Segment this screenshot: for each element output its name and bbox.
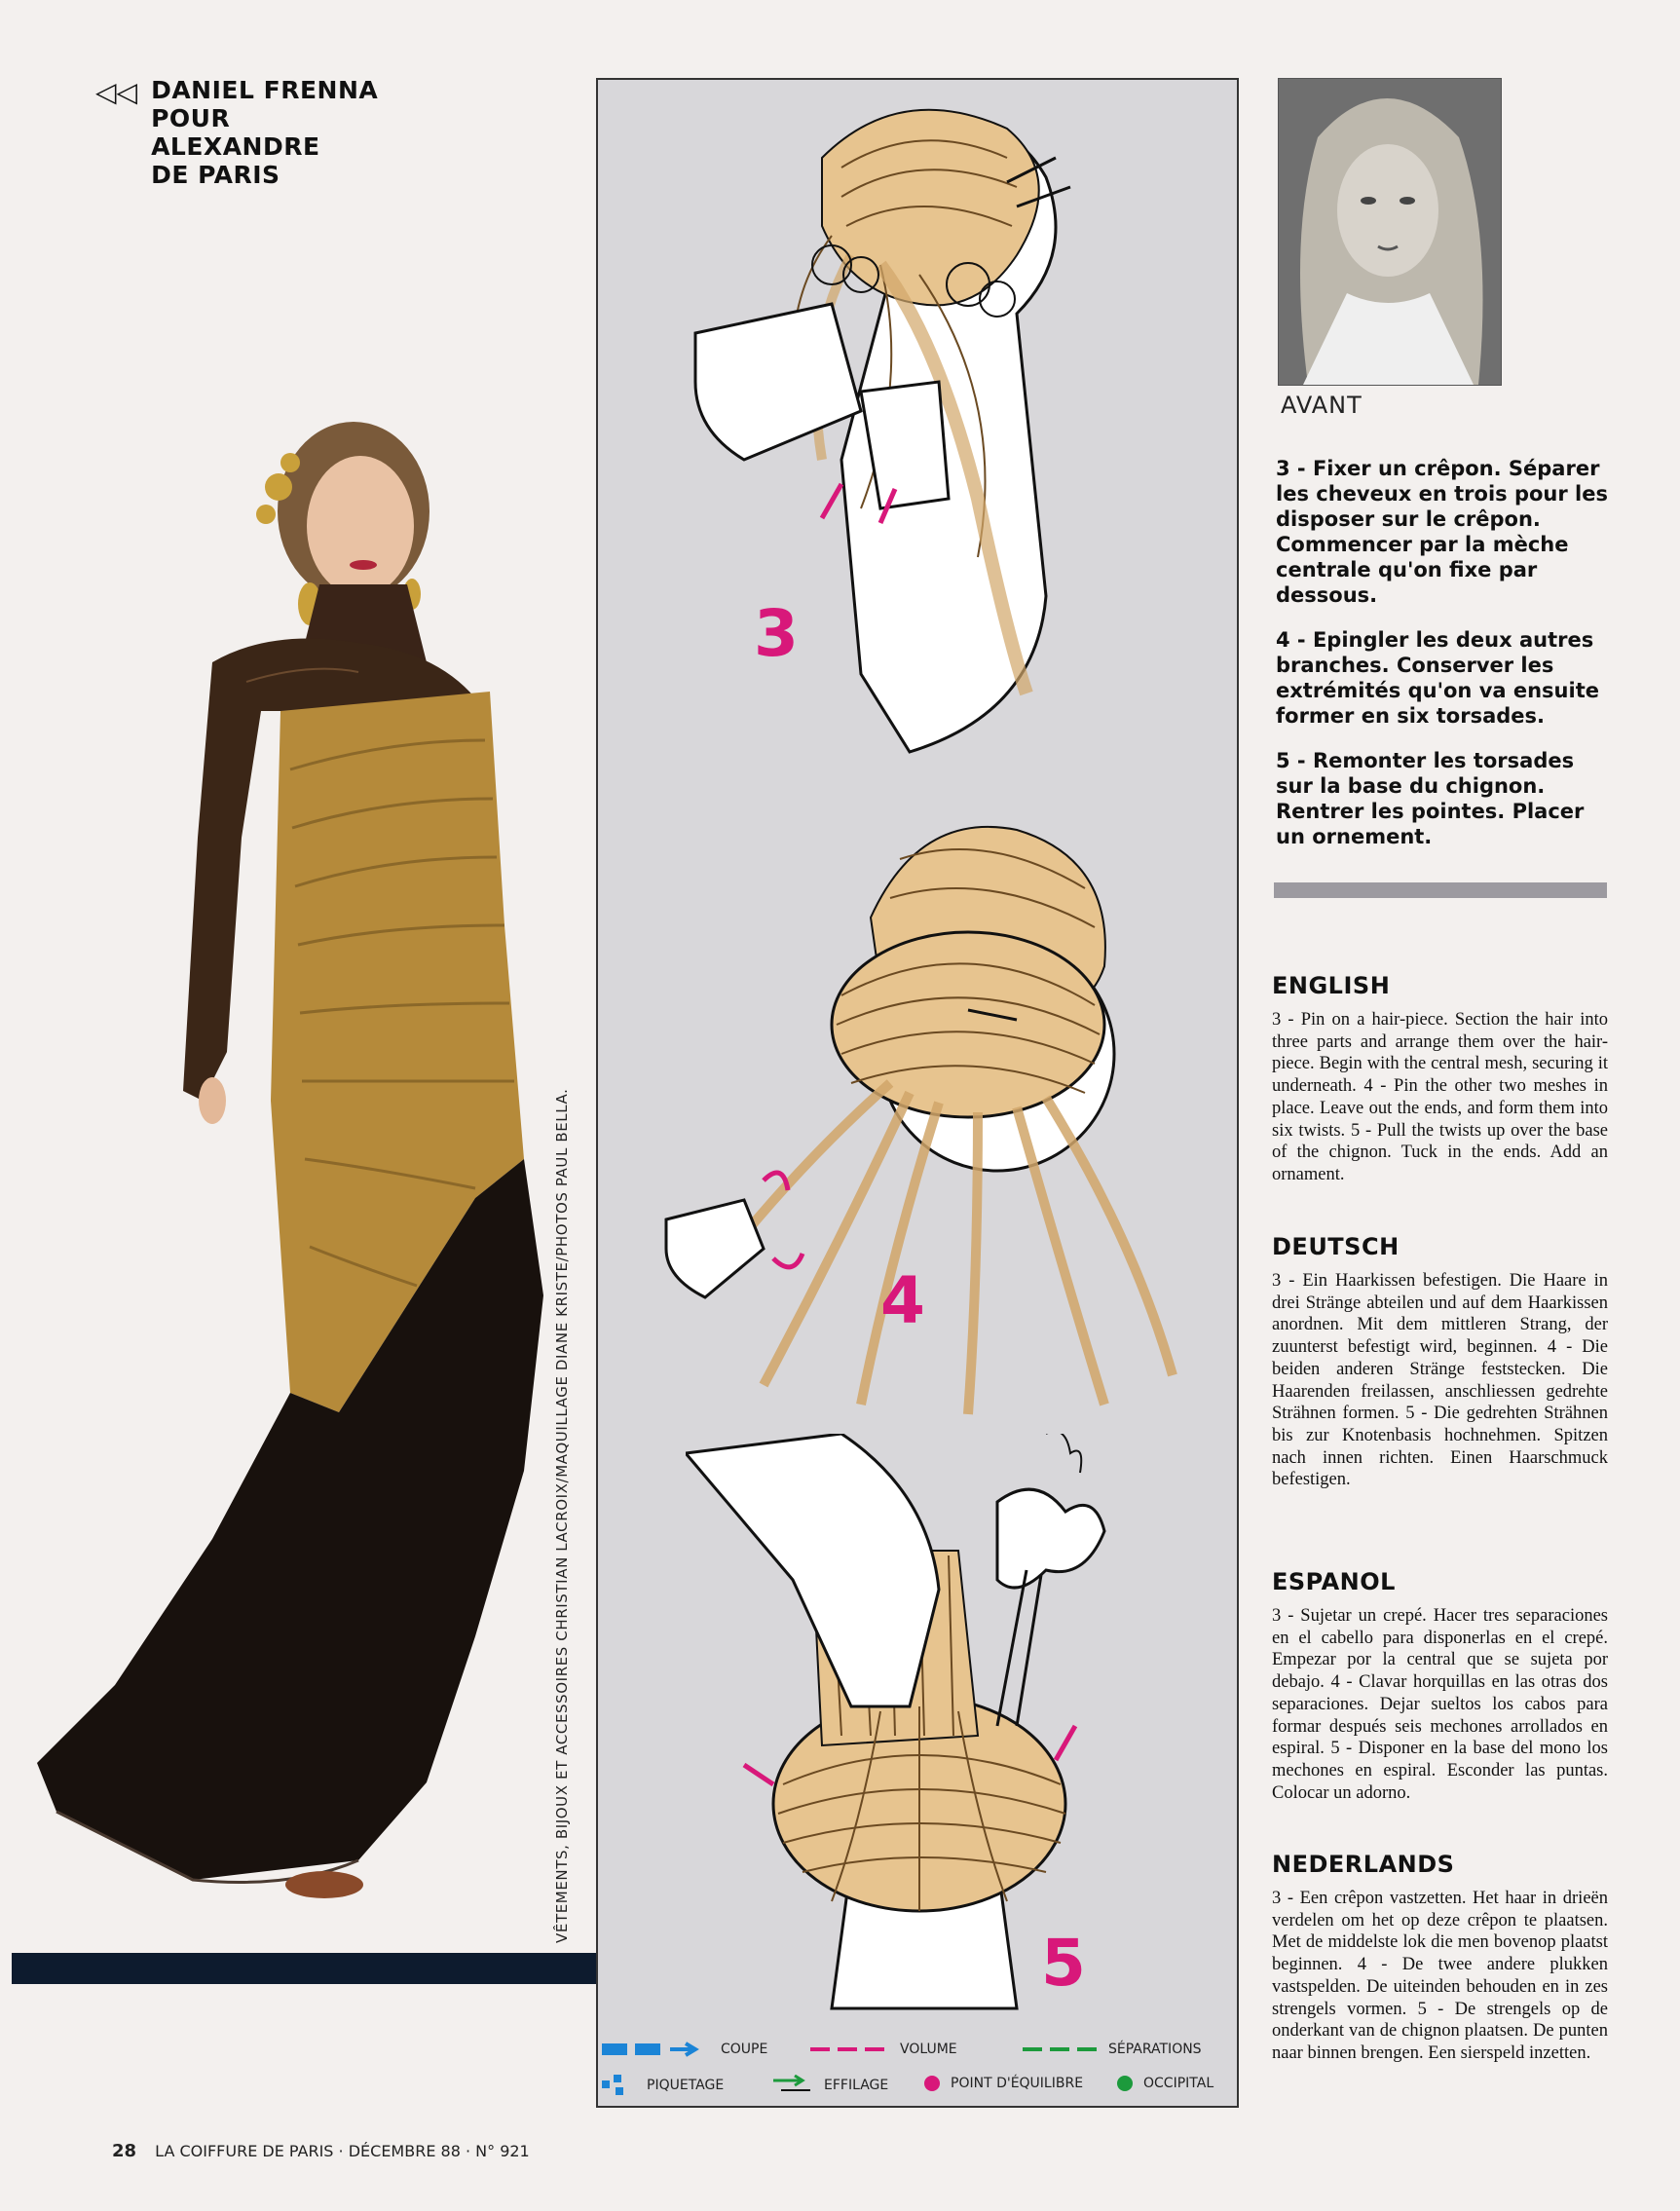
credit-line: POUR — [151, 104, 231, 132]
page-footer — [112, 2141, 530, 2161]
photo-credit: VÊTEMENTS, BIJOUX ET ACCESSOIRES CHRISTIAN LACROIX/MAQUILLAGE DIANE KRISTE/PHOTOS PAUL BELLA. — [553, 1088, 571, 1943]
section-title: DEUTSCH — [1272, 1233, 1400, 1260]
piquetage-icon — [602, 2075, 637, 2096]
instruction-step: 5 - Remonter les torsades sur la base du chignon. Rentrer les pointes. Placer un ornement. — [1276, 749, 1585, 848]
illustration-panel — [596, 78, 1239, 2108]
legend-volume — [810, 2042, 957, 2057]
separations-icon — [1023, 2042, 1099, 2057]
before-photo — [1278, 78, 1502, 386]
legend-separations — [1023, 2042, 1202, 2057]
section-text: 3 - Pin on a hair-piece. Section the hair into three parts and arrange them over the hair-piece. Begin with the central mesh, securing it underneath. 4 - Pin the other two meshes in place. Leave out the ends, and form them into six twists. 5 - Pull the twists up over the base of the chignon. Tuck in the ends. Add an ornament. — [1272, 1010, 1608, 1184]
legend-label: COUPE — [721, 2042, 768, 2057]
legend-label: EFFILAGE — [824, 2078, 889, 2093]
deutsch-section — [1272, 1233, 1608, 1491]
section-title: ENGLISH — [1272, 972, 1391, 999]
credit-line: DANIEL FRENNA — [151, 76, 379, 104]
legend-label: VOLUME — [900, 2042, 957, 2057]
legend-label: PIQUETAGE — [647, 2078, 725, 2093]
designer-credit — [95, 76, 378, 189]
step-number: 5 — [1041, 1926, 1086, 2001]
page-number: 28 — [112, 2141, 137, 2161]
nederlands-section — [1272, 1851, 1608, 2065]
instruction-step: 3 - Fixer un crêpon. Séparer les cheveux en trois pour les disposer sur le crêpon. Commencer par la mèche centrale qu'on fixe par dessous. — [1276, 457, 1608, 607]
section-text: 3 - Sujetar un crepé. Hacer tres separaciones en el cabello para disponerlas en el crepé. Empezar por la central que se sujeta por debajo. 4 - Clavar horquillas en las otras dos separaciones. Dejar sueltos los cabos para formar después seis mechones arrollados en espiral. 5 - Disponer en la base del mono los mechones en espiral. Esconder las puntas. Colocar un adorno. — [1272, 1606, 1608, 1803]
legend-point — [923, 2075, 1083, 2092]
section-title: ESPANOL — [1272, 1568, 1396, 1595]
coupe-icon — [602, 2042, 711, 2057]
publication-info: LA COIFFURE DE PARIS · DÉCEMBRE 88 · N° 921 — [155, 2142, 530, 2160]
divider-bar — [1274, 882, 1607, 898]
model-photo — [18, 419, 563, 1958]
legend-piquetage — [602, 2075, 724, 2096]
section-text: 3 - Ein Haarkissen befestigen. Die Haare in drei Stränge abteilen und auf dem Haarkissen anordnen. Mit dem mittleren Strang, der zuunterst befestigt wird, beginnen. 4 - Die beiden anderen Stränge feststecken. Die Haarenden freilassen, anschliessen gedrehte Strähnen formen. 5 - Die gedrehten Strähnen bis zur Knotenbasis hochnehmen. Spitzen nach innen richten. Einen Haarschmuck befestigen. — [1272, 1271, 1608, 1490]
volume-icon — [810, 2042, 890, 2057]
step-4-illustration — [647, 771, 1192, 1473]
espanol-section — [1272, 1568, 1608, 1804]
legend-effilage — [771, 2075, 888, 2096]
instruction-step: 4 - Epingler les deux autres branches. Conserver les extrémités qu'on va ensuite former en six torsades. — [1276, 628, 1599, 728]
double-arrow-icon: ◁◁ — [95, 76, 138, 108]
legend-label: SÉPARATIONS — [1108, 2042, 1202, 2057]
legend — [598, 2028, 1237, 2106]
french-instructions — [1276, 456, 1612, 869]
before-label: AVANT — [1281, 392, 1363, 419]
dot-icon — [923, 2075, 941, 2092]
legend-coupe — [602, 2042, 767, 2057]
legend-label: OCCIPITAL — [1143, 2076, 1214, 2091]
step-3-illustration — [686, 90, 1104, 771]
legend-occipital — [1116, 2075, 1213, 2092]
section-text: 3 - Een crêpon vastzetten. Het haar in drieën verdelen om het op deze crêpon te plaatsen. Met de middelste lok die men bovenop plaatst beginnen. 4 - De twee andere plukken vastspelden. De uiteinden behouden en in zes strengels vormen. 5 - De strengels op de onderkant van de chignon plaatsen. De punten naar binnen brengen. Een sierspeld inzetten. — [1272, 1889, 1608, 2063]
effilage-icon — [771, 2075, 814, 2096]
step-number: 3 — [754, 596, 799, 671]
english-section — [1272, 972, 1608, 1186]
step-number: 4 — [880, 1263, 925, 1338]
legend-label: POINT D'ÉQUILIBRE — [951, 2076, 1084, 2091]
section-title: NEDERLANDS — [1272, 1851, 1455, 1878]
credit-line: ALEXANDRE — [151, 132, 320, 161]
dot-icon — [1116, 2075, 1134, 2092]
step-5-illustration — [686, 1434, 1173, 2018]
credit-lines — [151, 76, 378, 189]
credit-line: DE PARIS — [151, 161, 280, 189]
